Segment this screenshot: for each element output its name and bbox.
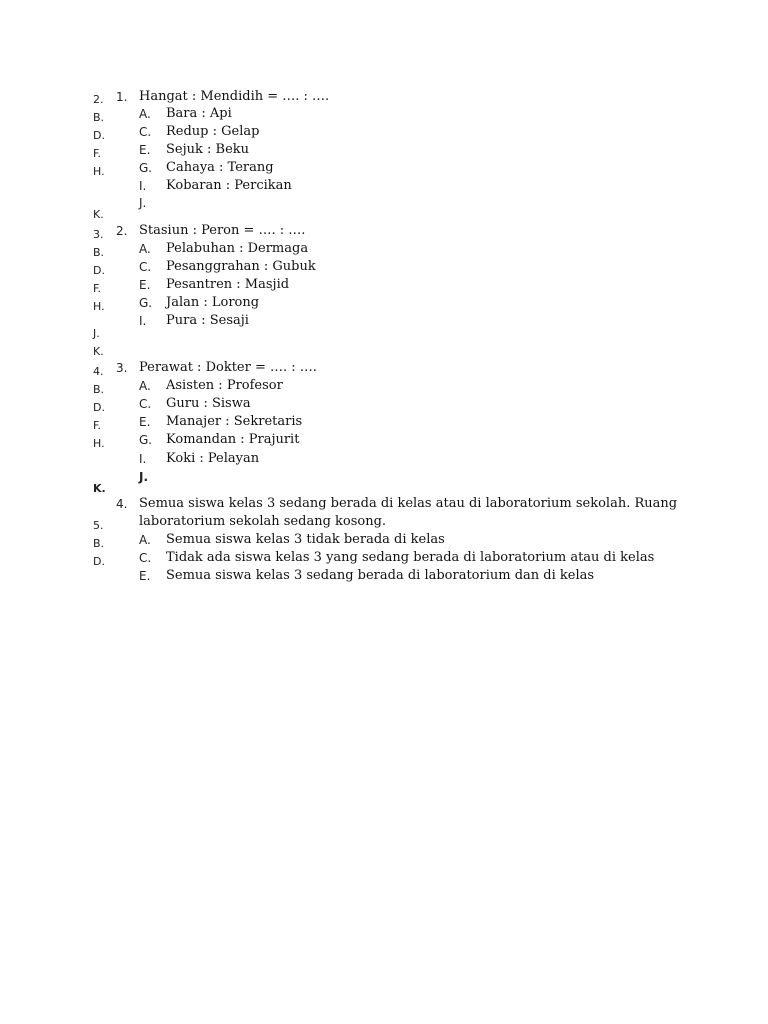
margin-marker: B. [93, 246, 105, 259]
margin-marker: 5. [93, 519, 104, 532]
option-text: Redup : Gelap [166, 124, 260, 139]
option-letter: E. [139, 415, 151, 429]
option-letter: C. [139, 260, 152, 274]
option-text: Pesantren : Masjid [166, 277, 290, 292]
option-letter: A. [139, 379, 151, 393]
option-letter: J. [139, 196, 147, 210]
option-text: Tidak ada siswa kelas 3 yang sedang berada di laboratorium atau di kelas [166, 550, 655, 565]
option-text: Asisten : Profesor [166, 378, 283, 393]
margin-marker: B. [93, 111, 105, 124]
question-text: Stasiun : Peron = …. : …. [139, 223, 306, 238]
option-text: Semua siswa kelas 3 tidak berada di kelas [166, 532, 445, 547]
option-letter: C. [139, 397, 152, 411]
option-text: Semua siswa kelas 3 sedang berada di laboratorium dan di kelas [166, 568, 595, 583]
question-number: 2. [116, 224, 128, 238]
margin-marker: K. [93, 482, 106, 495]
option-letter: J. [139, 470, 149, 484]
margin-marker: F. [93, 147, 102, 160]
question-text: Semua siswa kelas 3 sedang berada di kelas atau di laboratorium sekolah. Ruang [139, 496, 678, 511]
option-text: Koki : Pelayan [166, 451, 260, 466]
question-text: laboratorium sekolah sedang kosong. [139, 514, 387, 529]
option-text: Cahaya : Terang [166, 160, 274, 175]
margin-marker: F. [93, 282, 102, 295]
margin-marker: 3. [93, 228, 104, 241]
option-text: Sejuk : Beku [166, 142, 250, 157]
option-letter: E. [139, 143, 151, 157]
option-letter: A. [139, 107, 151, 121]
margin-marker: 2. [93, 93, 104, 106]
question-number: 1. [116, 90, 128, 104]
margin-marker: 4. [93, 365, 104, 378]
option-letter: G. [139, 433, 153, 447]
margin-marker: B. [93, 383, 105, 396]
margin-marker: D. [93, 555, 105, 568]
margin-marker: K. [93, 208, 104, 221]
option-text: Kobaran : Percikan [166, 178, 292, 193]
margin-marker: D. [93, 129, 105, 142]
option-text: Manajer : Sekretaris [166, 414, 303, 429]
option-letter: C. [139, 551, 152, 565]
option-letter: A. [139, 533, 151, 547]
option-text: Pesanggrahan : Gubuk [166, 259, 316, 274]
option-text: Bara : Api [166, 106, 232, 121]
question-number: 4. [116, 497, 128, 511]
option-letter: C. [139, 125, 152, 139]
option-letter: I. [139, 179, 147, 193]
question-number: 3. [116, 361, 128, 375]
option-text: Guru : Siswa [166, 396, 251, 411]
margin-marker: D. [93, 401, 105, 414]
option-letter: A. [139, 242, 151, 256]
margin-marker: H. [93, 165, 105, 178]
option-letter: E. [139, 569, 151, 583]
margin-marker: K. [93, 345, 104, 358]
margin-marker: B. [93, 537, 105, 550]
option-text: Pura : Sesaji [166, 313, 249, 328]
margin-marker: F. [93, 419, 102, 432]
margin-marker: H. [93, 300, 105, 313]
option-letter: E. [139, 278, 151, 292]
option-text: Pelabuhan : Dermaga [166, 241, 309, 256]
option-letter: G. [139, 296, 153, 310]
question-text: Hangat : Mendidih = …. : …. [139, 89, 330, 104]
option-letter: G. [139, 161, 153, 175]
margin-marker: D. [93, 264, 105, 277]
margin-marker: H. [93, 437, 105, 450]
option-text: Komandan : Prajurit [166, 432, 300, 447]
option-letter: I. [139, 314, 147, 328]
question-text: Perawat : Dokter = …. : …. [139, 360, 317, 375]
option-text: Jalan : Lorong [166, 295, 260, 310]
margin-marker: J. [93, 327, 100, 340]
option-letter: I. [139, 452, 147, 466]
